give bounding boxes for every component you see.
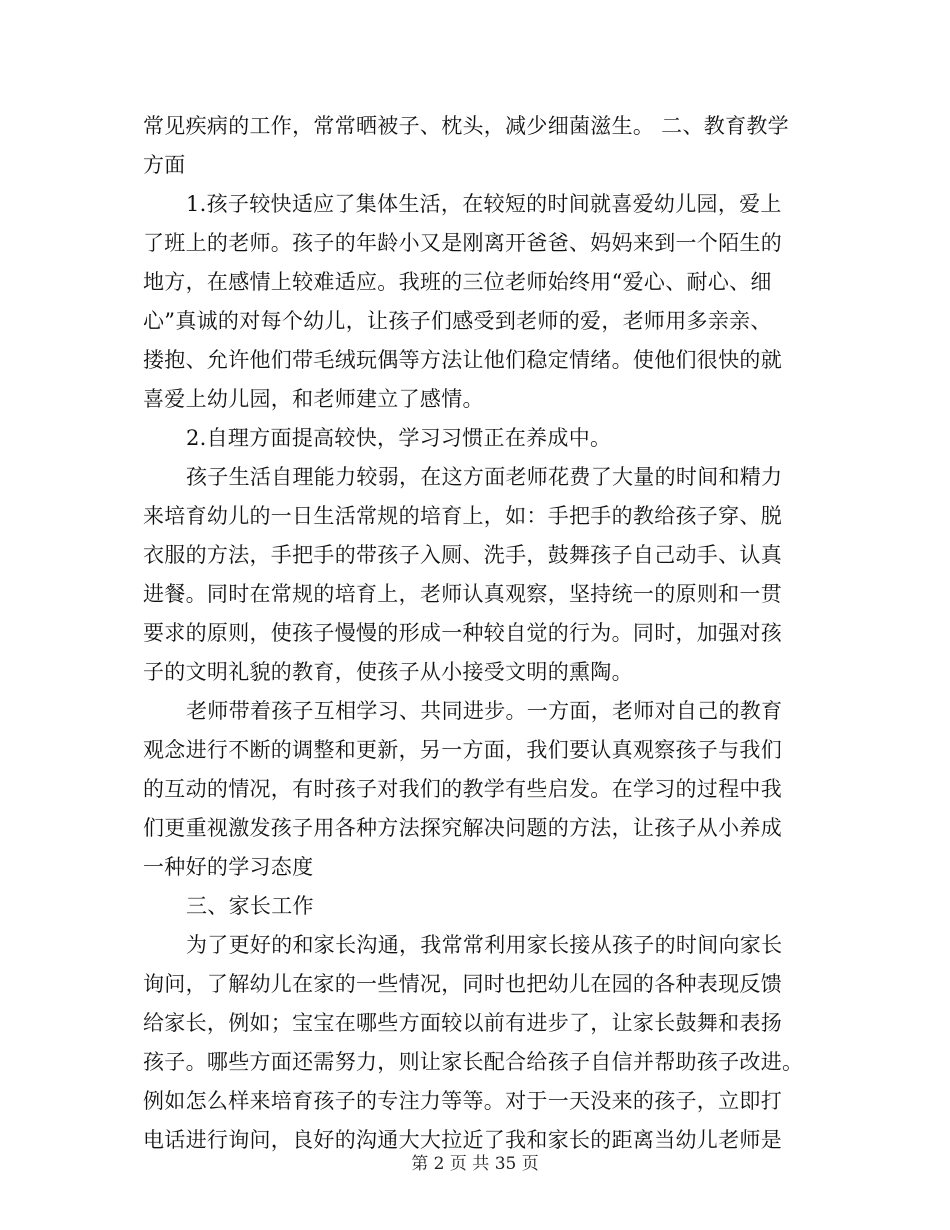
text-line: 了班上的老师。孩子的年龄小又是刚离开爸爸、妈妈来到一个陌生的 <box>143 231 782 255</box>
paragraph <box>143 458 813 692</box>
text-line: 2.自理方面提高较快，学习习惯正在养成中。 <box>186 426 612 450</box>
text-line: 地方，在感情上较难适应。我班的三位老师始终用“爱心、耐心、细 <box>143 270 772 294</box>
text-line: 询问，了解幼儿在家的一些情况，同时也把幼儿在园的各种表现反馈 <box>143 972 782 996</box>
paragraph <box>143 692 813 887</box>
text-line: 来培育幼儿的一日生活常规的培育上，如：手把手的教给孩子穿、脱 <box>143 504 782 528</box>
text-line: 进餐。同时在常规的培育上，老师认真观察，坚持统一的原则和一贯 <box>143 582 782 606</box>
text-line: 们更重视激发孩子用各种方法探究解决问题的方法，让孩子从小养成 <box>143 816 782 840</box>
text-line: 的互动的情况，有时孩子对我们的教学有些启发。在学习的过程中我 <box>143 777 782 801</box>
paragraph <box>143 887 813 926</box>
paragraph <box>143 107 813 185</box>
text-line: 一种好的学习态度 <box>143 855 314 879</box>
text-line: 老师带着孩子互相学习、共同进步。一方面，老师对自己的教育 <box>186 699 783 723</box>
text-line: 子的文明礼貌的教育，使孩子从小接受文明的熏陶。 <box>143 660 633 684</box>
text-line: 例如怎么样来培育孩子的专注力等等。对于一天没来的孩子，立即打 <box>143 1089 782 1113</box>
paragraph <box>143 419 813 458</box>
text-line: 给家长，例如；宝宝在哪些方面较以前有进步了，让家长鼓舞和表扬 <box>143 1011 782 1035</box>
paragraph <box>143 185 813 419</box>
text-line: 三、家长工作 <box>186 894 314 918</box>
text-line: 喜爱上幼儿园，和老师建立了感情。 <box>143 387 484 411</box>
text-line: 电话进行询问，良好的沟通大大拉近了我和家长的距离当幼儿老师是 <box>143 1128 782 1152</box>
text-line: 孩子生活自理能力较弱，在这方面老师花费了大量的时间和精力 <box>186 465 783 489</box>
text-line: 常见疾病的工作，常常晒被子、枕头，减少细菌滋生。 二、教育教学 <box>143 114 789 138</box>
text-line: 孩子。哪些方面还需努力，则让家长配合给孩子自信并帮助孩子改进。 <box>143 1050 804 1074</box>
text-line: 衣服的方法，手把手的带孩子入厕、洗手，鼓舞孩子自己动手、认真 <box>143 543 782 567</box>
text-line: 1.孩子较快适应了集体生活，在较短的时间就喜爱幼儿园，爱上 <box>186 192 782 216</box>
paragraph <box>143 926 813 1160</box>
document-body <box>143 107 813 1160</box>
text-line: 要求的原则，使孩子慢慢的形成一种较自觉的行为。同时，加强对孩 <box>143 621 782 645</box>
text-line: 观念进行不断的调整和更新，另一方面，我们要认真观察孩子与我们 <box>143 738 782 762</box>
text-line: 搂抱、允许他们带毛绒玩偶等方法让他们稳定情绪。使他们很快的就 <box>143 348 782 372</box>
text-line: 为了更好的和家长沟通，我常常利用家长接从孩子的时间向家长 <box>186 933 783 957</box>
page-footer: 第 2 页 共 35 页 <box>411 1154 539 1174</box>
text-line: 方面 <box>143 153 186 177</box>
text-line: 心”真诚的对每个幼儿，让孩子们感受到老师的爱，老师用多亲亲、 <box>143 309 772 333</box>
